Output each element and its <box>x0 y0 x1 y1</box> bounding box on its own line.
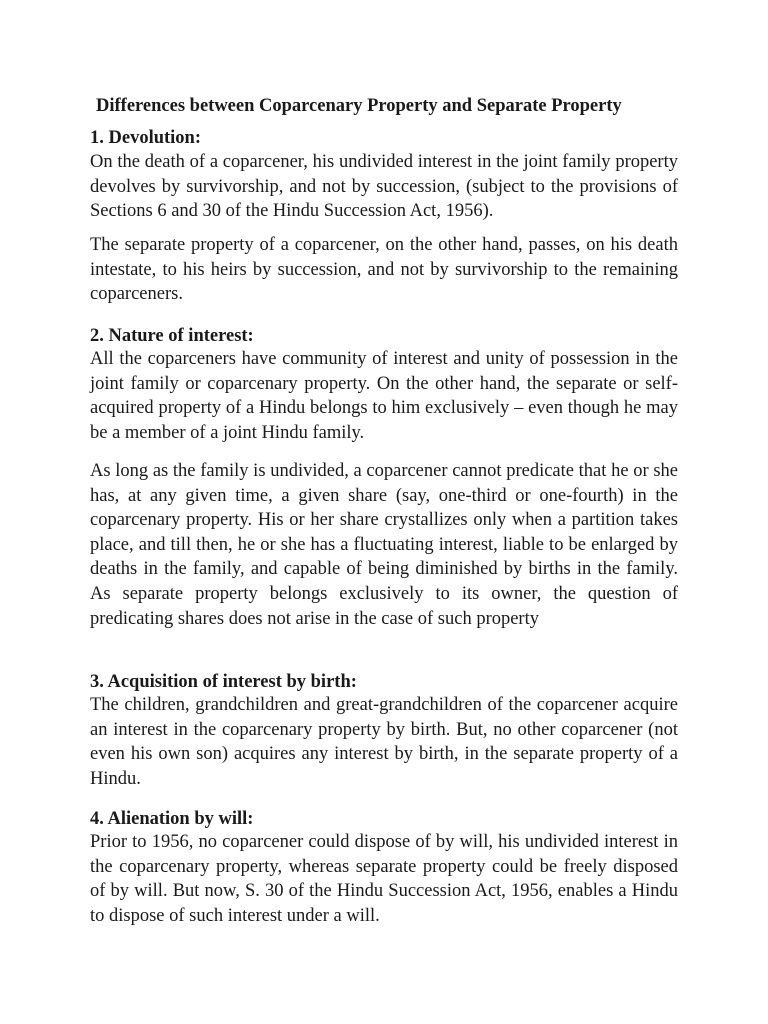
section-3-paragraph-1: The children, grandchildren and great-grandchildren of the coparcener acquire an interest in the coparcenary property by birth. But, no other coparcener (not even his own son) acquires any interest by birth, in the separate property of a Hindu. <box>90 695 678 789</box>
document-title: Differences between Coparcenary Property and Separate Property <box>96 96 622 116</box>
section-2-paragraph-2: As long as the family is undivided, a coparcener cannot predicate that he or she has, at any given time, a given share (say, one-third or one-fourth) in the coparcenary property. His or her share crystallizes only when a partition takes place, and till then, he or she has a fluctuating interest, liable to be enlarged by deaths in the family, and capable of being diminished by births in the family. As separate property belongs exclusively to its owner, the question of predicating shares does not arise in the case of such property <box>90 461 678 629</box>
section-1-paragraph-1: On the death of a coparcener, his undivided interest in the joint family property devolves by survivorship, and not by succession, (subject to the provisions of Sections 6 and 30 of the Hindu Succession Act, 1956). <box>90 152 678 222</box>
section-1-heading: 1. Devolution: <box>90 128 201 148</box>
section-2-paragraph-1: All the coparceners have community of interest and unity of possession in the joint family or coparcenary property. On the other hand, the separate or self-acquired property of a Hindu belongs to him exclusively – even though he may be a member of a joint Hindu family. <box>90 349 678 443</box>
section-2-heading: 2. Nature of interest: <box>90 326 254 346</box>
section-3-heading: 3. Acquisition of interest by birth: <box>90 672 357 692</box>
section-1-paragraph-2: The separate property of a coparcener, on the other hand, passes, on his death intestate, to his heirs by succession, and not by survivorship to the remaining coparceners. <box>90 235 678 305</box>
section-4-paragraph-1: Prior to 1956, no coparcener could dispose of by will, his undivided interest in the coparcenary property, whereas separate property could be freely disposed of by will. But now, S. 30 of the Hindu Succession Act, 1956, enables a Hindu to dispose of such interest under a will. <box>90 832 678 926</box>
section-4-heading: 4. Alienation by will: <box>90 809 254 829</box>
